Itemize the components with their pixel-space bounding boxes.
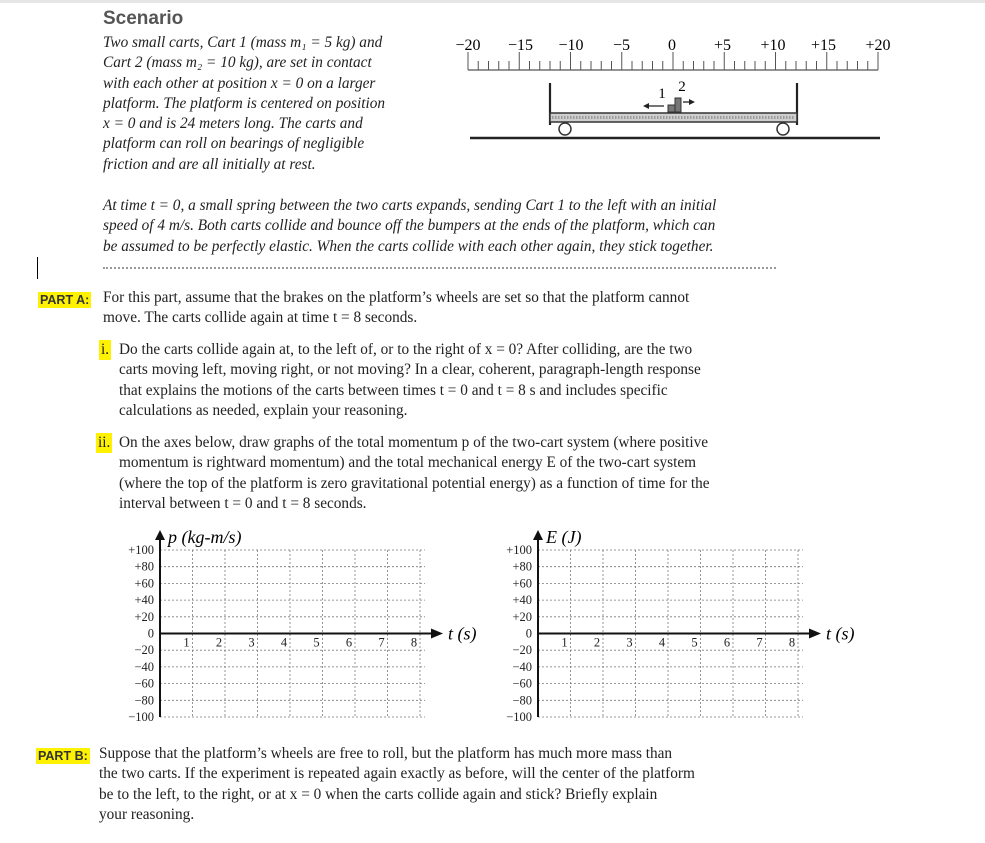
y-axis-arrow [155,530,165,540]
intro-line: friction and are all initially at rest. [103,155,316,173]
x-tick-label: 8 [788,635,796,650]
cart-1-label: 1 [658,86,666,102]
energy-x-axis-title: t (s) [826,623,855,644]
part-b-line: be to the left, to the right, or at x = 0 when the carts collide again and stick? Briefly explain [99,785,658,803]
ruler-label: −20 [455,37,481,54]
energy-x-ticks [561,636,795,650]
intro-line: Cart 2 (mass m₂ = 10 kg), are set in contact [103,54,372,72]
x-tick-label: 7 [378,635,385,650]
question-line: interval between t = 0 and t = 8 seconds. [119,494,367,512]
y-tick-label: +80 [134,559,154,574]
intro-line: Two small carts, Cart 1 (mass m₁ = 5 kg) and [103,34,383,51]
x-tick-label: 6 [345,635,353,650]
momentum-y-axis-title: p (kg-m/s) [168,527,242,547]
part-a-prompt [103,288,689,329]
question-line: momentum is rightward momentum) and the total mechanical energy E of the two-cart system [119,454,697,472]
ruler-label: +20 [865,37,891,54]
y-tick-label: −60 [134,676,154,691]
energy-grid [533,530,821,717]
left-wheel [559,123,571,135]
part-b-line: your reasoning. [99,805,195,823]
setup-line: be assumed to be perfectly elastic. When the carts collide with each other again, they stick together. [103,237,714,255]
cart-1 [668,105,675,112]
x-tick-label: 5 [313,635,320,650]
question-i-number: i. [99,340,111,360]
x-tick-label: 1 [561,635,568,650]
momentum-grid [155,530,443,717]
ruler-label: −10 [558,37,584,54]
part-a-line: For this part, assume that the brakes on the platform’s wheels are set so that the platform cannot [103,289,690,306]
cart-2 [675,98,681,112]
y-tick-label: +40 [512,593,532,608]
y-tick-label: +40 [134,593,154,608]
y-tick-label: −20 [512,643,532,658]
y-tick-label: −60 [512,676,532,691]
setup-paragraph [103,196,716,257]
x-tick-label: 4 [658,635,666,650]
position-ruler [455,37,890,70]
y-tick-label: +80 [512,559,532,574]
x-tick-label: 5 [691,635,698,650]
energy-y-ticks [506,543,532,724]
y-tick-label: 0 [147,626,154,641]
top-border [0,0,985,3]
y-tick-label: +100 [128,543,154,557]
y-tick-label: −100 [506,710,532,724]
x-tick-label: 1 [183,635,190,650]
energy-graph[interactable] [478,522,878,727]
ruler-label: +10 [760,37,786,54]
momentum-graph[interactable] [100,522,500,727]
y-tick-label: −100 [128,710,154,724]
question-line: carts moving left, moving right, or not moving? In a clear, coherent, paragraph-length response [119,361,701,379]
question-line: On the axes below, draw graphs of the total momentum p of the two-cart system (where positive [119,434,709,451]
intro-line: x = 0 and is 24 meters long. The carts and [103,115,363,133]
carts [643,79,695,112]
y-axis-arrow [533,530,543,540]
y-tick-label: −80 [512,693,532,708]
ruler-label: −5 [612,37,631,54]
scenario-title: Scenario [103,8,184,29]
cart-2-label: 2 [678,79,686,95]
y-tick-label: 0 [525,626,532,641]
setup-line: speed of 4 m/s. Both carts collide and bounce off the bumpers at the ends of the platform, which can [103,217,716,235]
x-tick-label: 3 [626,635,633,650]
x-axis-arrow [431,629,443,639]
y-tick-label: +20 [134,609,154,624]
text-cursor [37,257,38,279]
part-a-line: move. The carts collide again at time t = 8 seconds. [103,309,418,327]
y-tick-label: +60 [512,576,532,591]
y-tick-label: −40 [134,659,154,674]
y-tick-label: −20 [134,643,154,658]
intro-line: platform. The platform is centered on position [103,94,385,112]
ruler-label: −15 [507,37,534,54]
question-ii-text [119,433,710,514]
question-i-text [119,340,701,421]
question-line: (where the top of the platform is zero gravitational potential energy) as a function of time for the [119,474,710,492]
intro-line: with each other at position x = 0 on a larger [103,74,376,92]
x-tick-label: 3 [248,635,255,650]
x-tick-label: 2 [215,635,223,650]
question-line: Do the carts collide again at, to the left of, or to the right of x = 0? After colliding, are the two [119,341,693,358]
y-tick-label: +20 [512,609,532,624]
intro-line: platform can roll on bearings of negligible [103,135,365,153]
momentum-y-ticks [128,543,154,724]
question-line: calculations as needed, explain your reasoning. [119,401,408,419]
setup-line: At time t = 0, a small spring between the two carts expands, sending Cart 1 to the left with an initial [103,197,717,214]
question-line: that explains the motions of the carts between times t = 0 and t = 8 s and includes specific [119,381,668,399]
scenario-intro [103,33,385,175]
section-divider [103,267,776,269]
y-tick-label: +100 [506,543,532,557]
platform-diagram [440,28,910,146]
part-a-label: PART A: [40,293,90,307]
ruler-label: +15 [810,37,837,54]
x-tick-label: 4 [280,635,288,650]
y-tick-label: +60 [134,576,154,591]
momentum-x-ticks [183,636,417,650]
x-axis-arrow [809,629,821,639]
part-b-prompt [99,744,695,825]
question-ii-number: ii. [96,433,112,453]
ruler-label: 0 [668,37,676,54]
momentum-x-axis-title: t (s) [448,623,477,644]
part-b-line: Suppose that the platform’s wheels are free to roll, but the platform has much more mass than [99,745,673,762]
part-b-label: PART B: [38,749,88,763]
part-b-line: the two carts. If the experiment is repeated again exactly as before, will the center of the platform [99,765,695,783]
x-tick-label: 8 [410,635,418,650]
y-tick-label: −40 [512,659,532,674]
ruler-label: +5 [713,37,732,54]
right-wheel [777,123,789,135]
energy-y-axis-title: E (J) [546,527,582,547]
x-tick-label: 6 [723,635,731,650]
x-tick-label: 2 [593,635,601,650]
x-tick-label: 7 [756,635,763,650]
y-tick-label: −80 [134,693,154,708]
